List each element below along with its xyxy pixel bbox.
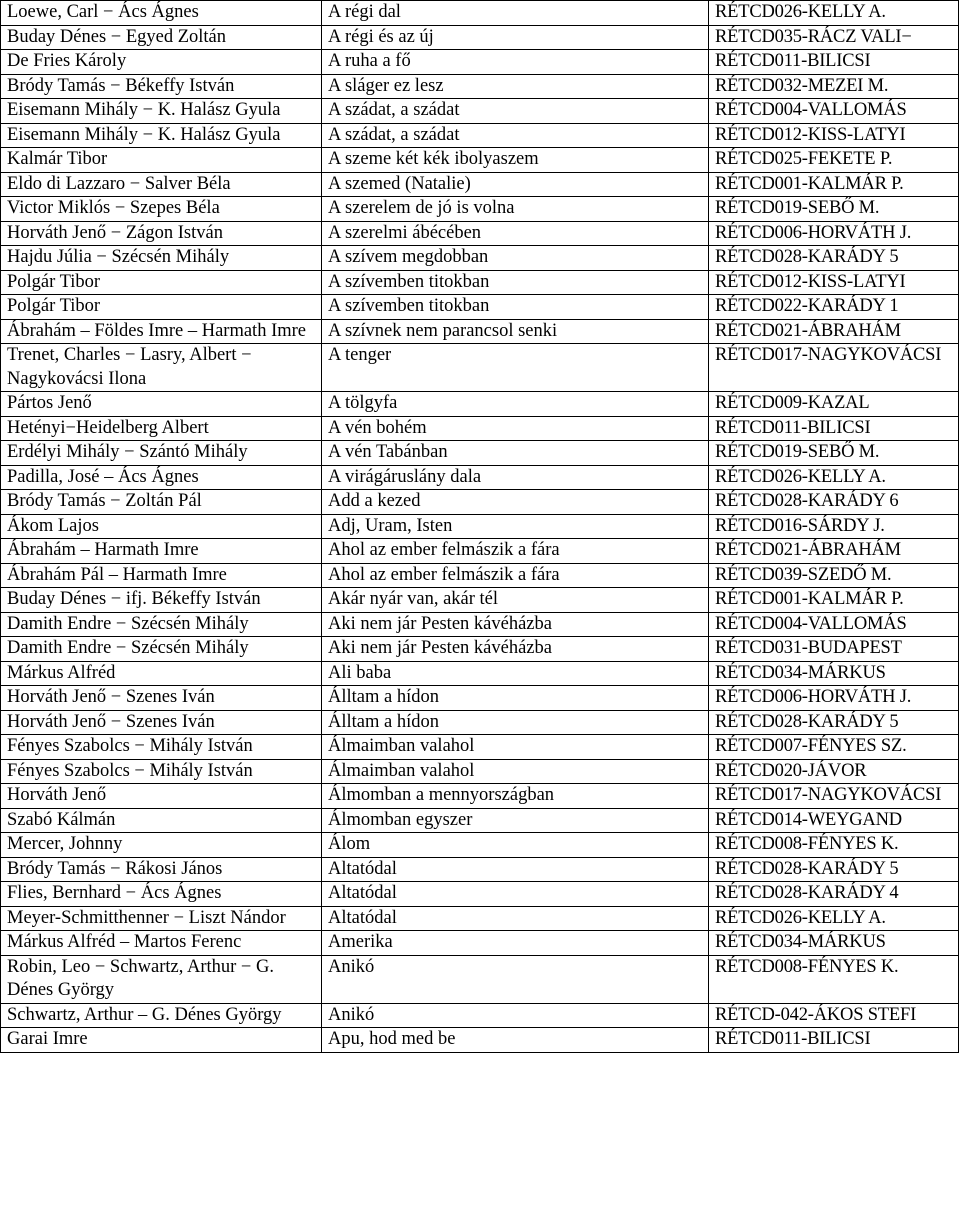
title-cell: Ali baba [322, 661, 709, 686]
album-code-cell: RÉTCD021-ÁBRAHÁM [709, 319, 959, 344]
album-code-cell: RÉTCD012-KISS-LATYI [709, 123, 959, 148]
table-row [1, 392, 959, 417]
title-cell: A vén Tabánban [322, 441, 709, 466]
album-code-cell: RÉTCD017-NAGYKOVÁCSI [709, 344, 959, 392]
artist-cell: Erdélyi Mihály − Szántó Mihály [1, 441, 322, 466]
title-cell: A vén bohém [322, 416, 709, 441]
title-cell: Adj, Uram, Isten [322, 514, 709, 539]
title-cell: A szívnek nem parancsol senki [322, 319, 709, 344]
album-code-cell: RÉTCD019-SEBŐ M. [709, 441, 959, 466]
title-cell: A tölgyfa [322, 392, 709, 417]
song-index-body [1, 1, 959, 1053]
album-code-cell: RÉTCD020-JÁVOR [709, 759, 959, 784]
title-cell: A szívem megdobban [322, 246, 709, 271]
title-cell: A szerelmi ábécében [322, 221, 709, 246]
artist-cell: Trenet, Charles − Lasry, Albert − Nagykovácsi Ilona [1, 344, 322, 392]
table-row [1, 686, 959, 711]
artist-cell: Damith Endre − Szécsén Mihály [1, 637, 322, 662]
album-code-cell: RÉTCD031-BUDAPEST [709, 637, 959, 662]
album-code-cell: RÉTCD035-RÁCZ VALI− [709, 25, 959, 50]
title-cell: A szívemben titokban [322, 270, 709, 295]
album-code-cell: RÉTCD004-VALLOMÁS [709, 99, 959, 124]
title-cell: Álmaimban valahol [322, 759, 709, 784]
artist-cell: Szabó Kálmán [1, 808, 322, 833]
artist-cell: Hajdu Júlia − Szécsén Mihály [1, 246, 322, 271]
artist-cell: Eldo di Lazzaro − Salver Béla [1, 172, 322, 197]
artist-cell: Ákom Lajos [1, 514, 322, 539]
album-code-cell: RÉTCD004-VALLOMÁS [709, 612, 959, 637]
table-row [1, 1, 959, 26]
artist-cell: Polgár Tibor [1, 295, 322, 320]
table-row [1, 808, 959, 833]
album-code-cell: RÉTCD022-KARÁDY 1 [709, 295, 959, 320]
album-code-cell: RÉTCD001-KALMÁR P. [709, 172, 959, 197]
album-code-cell: RÉTCD012-KISS-LATYI [709, 270, 959, 295]
title-cell: Álmaimban valahol [322, 735, 709, 760]
album-code-cell: RÉTCD017-NAGYKOVÁCSI [709, 784, 959, 809]
album-code-cell: RÉTCD028-KARÁDY 5 [709, 710, 959, 735]
album-code-cell: RÉTCD028-KARÁDY 4 [709, 882, 959, 907]
title-cell: A szádat, a szádat [322, 99, 709, 124]
title-cell: A szeme két kék ibolyaszem [322, 148, 709, 173]
table-row [1, 661, 959, 686]
table-row [1, 319, 959, 344]
title-cell: Anikó [322, 1003, 709, 1028]
artist-cell: Eisemann Mihály − K. Halász Gyula [1, 99, 322, 124]
album-code-cell: RÉTCD014-WEYGAND [709, 808, 959, 833]
artist-cell: Victor Miklós − Szepes Béla [1, 197, 322, 222]
table-row [1, 539, 959, 564]
title-cell: Aki nem jár Pesten kávéházba [322, 612, 709, 637]
artist-cell: Hetényi−Heidelberg Albert [1, 416, 322, 441]
artist-cell: Flies, Bernhard − Ács Ágnes [1, 882, 322, 907]
album-code-cell: RÉTCD019-SEBŐ M. [709, 197, 959, 222]
table-row [1, 99, 959, 124]
album-code-cell: RÉTCD009-KAZAL [709, 392, 959, 417]
artist-cell: Bródy Tamás − Zoltán Pál [1, 490, 322, 515]
title-cell: Altatódal [322, 857, 709, 882]
table-row [1, 295, 959, 320]
table-row [1, 74, 959, 99]
table-row [1, 931, 959, 956]
title-cell: A régi és az új [322, 25, 709, 50]
album-code-cell: RÉTCD-042-ÁKOS STEFI [709, 1003, 959, 1028]
title-cell: A szerelem de jó is volna [322, 197, 709, 222]
title-cell: A szemed (Natalie) [322, 172, 709, 197]
table-row [1, 1003, 959, 1028]
table-row [1, 416, 959, 441]
album-code-cell: RÉTCD034-MÁRKUS [709, 931, 959, 956]
artist-cell: Loewe, Carl − Ács Ágnes [1, 1, 322, 26]
table-row [1, 172, 959, 197]
title-cell: Anikó [322, 955, 709, 1003]
table-row [1, 759, 959, 784]
title-cell: Apu, hod med be [322, 1028, 709, 1053]
table-row [1, 270, 959, 295]
album-code-cell: RÉTCD032-MEZEI M. [709, 74, 959, 99]
artist-cell: Pártos Jenő [1, 392, 322, 417]
table-row [1, 612, 959, 637]
album-code-cell: RÉTCD026-KELLY A. [709, 465, 959, 490]
artist-cell: Bródy Tamás − Rákosi János [1, 857, 322, 882]
artist-cell: Fényes Szabolcs − Mihály István [1, 759, 322, 784]
artist-cell: Mercer, Johnny [1, 833, 322, 858]
title-cell: Ahol az ember felmászik a fára [322, 563, 709, 588]
album-code-cell: RÉTCD028-KARÁDY 5 [709, 857, 959, 882]
title-cell: A virágáruslány dala [322, 465, 709, 490]
artist-cell: Damith Endre − Szécsén Mihály [1, 612, 322, 637]
album-code-cell: RÉTCD016-SÁRDY J. [709, 514, 959, 539]
artist-cell: De Fries Károly [1, 50, 322, 75]
artist-cell: Fényes Szabolcs − Mihály István [1, 735, 322, 760]
artist-cell: Garai Imre [1, 1028, 322, 1053]
table-row [1, 465, 959, 490]
artist-cell: Polgár Tibor [1, 270, 322, 295]
album-code-cell: RÉTCD021-ÁBRAHÁM [709, 539, 959, 564]
table-row [1, 123, 959, 148]
title-cell: Altatódal [322, 906, 709, 931]
artist-cell: Meyer-Schmitthenner − Liszt Nándor [1, 906, 322, 931]
title-cell: Add a kezed [322, 490, 709, 515]
table-row [1, 441, 959, 466]
album-code-cell: RÉTCD001-KALMÁR P. [709, 588, 959, 613]
title-cell: Álltam a hídon [322, 710, 709, 735]
table-row [1, 344, 959, 392]
artist-cell: Horváth Jenő − Szenes Iván [1, 686, 322, 711]
table-row [1, 833, 959, 858]
title-cell: A szívemben titokban [322, 295, 709, 320]
table-row [1, 710, 959, 735]
artist-cell: Horváth Jenő [1, 784, 322, 809]
table-row [1, 50, 959, 75]
table-row [1, 1028, 959, 1053]
title-cell: Álmomban egyszer [322, 808, 709, 833]
table-row [1, 246, 959, 271]
title-cell: A sláger ez lesz [322, 74, 709, 99]
album-code-cell: RÉTCD011-BILICSI [709, 50, 959, 75]
title-cell: Ahol az ember felmászik a fára [322, 539, 709, 564]
table-row [1, 882, 959, 907]
title-cell: A szádat, a szádat [322, 123, 709, 148]
artist-cell: Ábrahám Pál – Harmath Imre [1, 563, 322, 588]
artist-cell: Padilla, José – Ács Ágnes [1, 465, 322, 490]
album-code-cell: RÉTCD011-BILICSI [709, 1028, 959, 1053]
title-cell: A ruha a fő [322, 50, 709, 75]
artist-cell: Ábrahám – Harmath Imre [1, 539, 322, 564]
album-code-cell: RÉTCD039-SZEDŐ M. [709, 563, 959, 588]
artist-cell: Schwartz, Arthur – G. Dénes György [1, 1003, 322, 1028]
title-cell: Aki nem jár Pesten kávéházba [322, 637, 709, 662]
table-row [1, 588, 959, 613]
album-code-cell: RÉTCD026-KELLY A. [709, 906, 959, 931]
table-row [1, 906, 959, 931]
album-code-cell: RÉTCD006-HORVÁTH J. [709, 686, 959, 711]
title-cell: Álmomban a mennyországban [322, 784, 709, 809]
artist-cell: Márkus Alfréd [1, 661, 322, 686]
artist-cell: Márkus Alfréd – Martos Ferenc [1, 931, 322, 956]
table-row [1, 637, 959, 662]
table-row [1, 148, 959, 173]
artist-cell: Eisemann Mihály − K. Halász Gyula [1, 123, 322, 148]
table-row [1, 221, 959, 246]
title-cell: Álltam a hídon [322, 686, 709, 711]
album-code-cell: RÉTCD008-FÉNYES K. [709, 833, 959, 858]
artist-cell: Buday Dénes − Egyed Zoltán [1, 25, 322, 50]
album-code-cell: RÉTCD034-MÁRKUS [709, 661, 959, 686]
title-cell: Akár nyár van, akár tél [322, 588, 709, 613]
table-row [1, 25, 959, 50]
artist-cell: Horváth Jenő − Zágon István [1, 221, 322, 246]
album-code-cell: RÉTCD028-KARÁDY 6 [709, 490, 959, 515]
album-code-cell: RÉTCD006-HORVÁTH J. [709, 221, 959, 246]
artist-cell: Kalmár Tibor [1, 148, 322, 173]
table-row [1, 197, 959, 222]
table-row [1, 563, 959, 588]
table-row [1, 784, 959, 809]
album-code-cell: RÉTCD028-KARÁDY 5 [709, 246, 959, 271]
album-code-cell: RÉTCD025-FEKETE P. [709, 148, 959, 173]
artist-cell: Buday Dénes − ifj. Békeffy István [1, 588, 322, 613]
artist-cell: Horváth Jenő − Szenes Iván [1, 710, 322, 735]
title-cell: Altatódal [322, 882, 709, 907]
album-code-cell: RÉTCD011-BILICSI [709, 416, 959, 441]
title-cell: A régi dal [322, 1, 709, 26]
artist-cell: Robin, Leo − Schwartz, Arthur − G. Dénes György [1, 955, 322, 1003]
album-code-cell: RÉTCD026-KELLY A. [709, 1, 959, 26]
table-row [1, 857, 959, 882]
album-code-cell: RÉTCD008-FÉNYES K. [709, 955, 959, 1003]
album-code-cell: RÉTCD007-FÉNYES SZ. [709, 735, 959, 760]
artist-cell: Bródy Tamás − Békeffy István [1, 74, 322, 99]
title-cell: A tenger [322, 344, 709, 392]
title-cell: Amerika [322, 931, 709, 956]
artist-cell: Ábrahám – Földes Imre – Harmath Imre [1, 319, 322, 344]
table-row [1, 514, 959, 539]
table-row [1, 735, 959, 760]
table-row [1, 955, 959, 1003]
table-row [1, 490, 959, 515]
title-cell: Álom [322, 833, 709, 858]
